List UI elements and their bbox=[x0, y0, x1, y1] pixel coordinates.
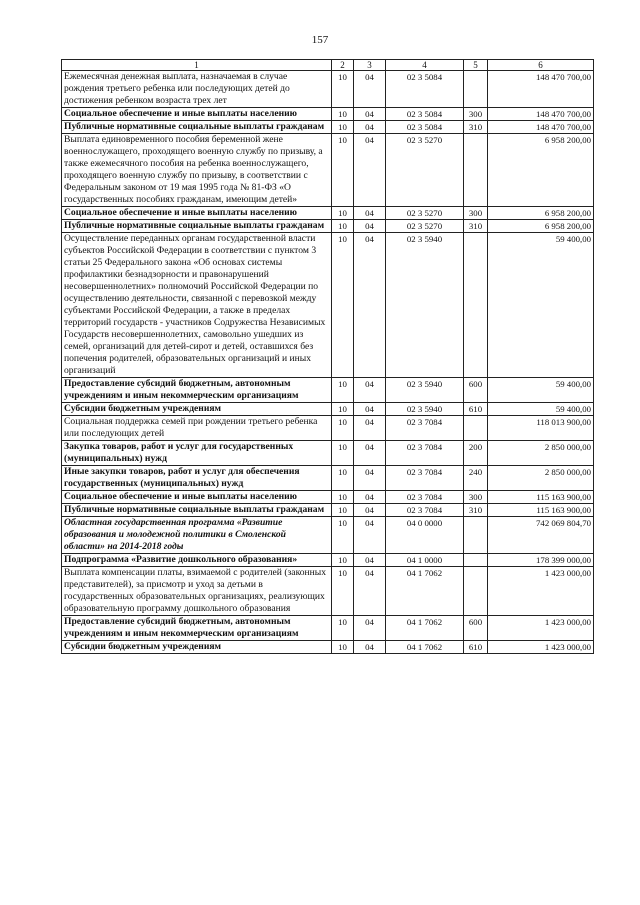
row-description: Социальное обеспечение и иные выплаты населению bbox=[62, 207, 332, 220]
target-article-code: 04 1 7062 bbox=[386, 567, 464, 616]
amount: 2 850 000,00 bbox=[488, 441, 594, 466]
expense-type-code bbox=[464, 517, 488, 554]
row-description: Выплата единовременного пособия беременной жене военнослужащего, проходящего военную службу по призыву, а также ежемесячного пособия на ребенка военнослужащего, проходящего военную службу по призыву, в соответствии с Федеральным законом от 19 мая 1995 года № 81-ФЗ «О государственных пособиях гражданам, имеющим детей» bbox=[62, 134, 332, 207]
subsection-code: 04 bbox=[354, 378, 386, 403]
section-code: 10 bbox=[332, 416, 354, 441]
amount: 178 399 000,00 bbox=[488, 554, 594, 567]
expense-type-code bbox=[464, 233, 488, 378]
target-article-code: 04 0 0000 bbox=[386, 517, 464, 554]
expense-type-code bbox=[464, 416, 488, 441]
section-code: 10 bbox=[332, 220, 354, 233]
row-description: Публичные нормативные социальные выплаты гражданам bbox=[62, 121, 332, 134]
table-row bbox=[62, 71, 594, 108]
target-article-code: 04 1 7062 bbox=[386, 616, 464, 641]
amount: 6 958 200,00 bbox=[488, 134, 594, 207]
subsection-code: 04 bbox=[354, 134, 386, 207]
target-article-code: 02 3 5270 bbox=[386, 207, 464, 220]
table-row bbox=[62, 416, 594, 441]
table-row bbox=[62, 134, 594, 207]
target-article-code: 02 3 5084 bbox=[386, 121, 464, 134]
amount: 1 423 000,00 bbox=[488, 567, 594, 616]
amount: 59 400,00 bbox=[488, 403, 594, 416]
table-row bbox=[62, 616, 594, 641]
section-code: 10 bbox=[332, 71, 354, 108]
section-code: 10 bbox=[332, 641, 354, 654]
expense-type-code: 600 bbox=[464, 616, 488, 641]
expense-type-code bbox=[464, 71, 488, 108]
target-article-code: 02 3 7084 bbox=[386, 441, 464, 466]
header-cell: 3 bbox=[354, 60, 386, 71]
section-code: 10 bbox=[332, 233, 354, 378]
row-description: Осуществление переданных органам государственной власти субъектов Российской Федерации в соответствии с пунктом 3 статьи 25 Федерального закона «Об основах системы профилактики безнадзорности и правонарушений несовершеннолетних» полномочий Российской Федерации по осуществлению деятельности, связанной с перевозкой между субъектами Российской Федерации, а также в пределах территорий государств - участников Содружества Независимых Государств несовершеннолетних, самовольно ушедших из семей, организаций для детей-сирот и детей, оставшихся без попечения родителей, образовательных организаций и иных организаций bbox=[62, 233, 332, 378]
table-row bbox=[62, 466, 594, 491]
expense-type-code bbox=[464, 567, 488, 616]
subsection-code: 04 bbox=[354, 71, 386, 108]
expense-type-code: 300 bbox=[464, 491, 488, 504]
amount: 59 400,00 bbox=[488, 233, 594, 378]
amount: 6 958 200,00 bbox=[488, 207, 594, 220]
subsection-code: 04 bbox=[354, 233, 386, 378]
section-code: 10 bbox=[332, 134, 354, 207]
subsection-code: 04 bbox=[354, 466, 386, 491]
table-row bbox=[62, 108, 594, 121]
subsection-code: 04 bbox=[354, 554, 386, 567]
subsection-code: 04 bbox=[354, 616, 386, 641]
subsection-code: 04 bbox=[354, 121, 386, 134]
subsection-code: 04 bbox=[354, 403, 386, 416]
target-article-code: 02 3 7084 bbox=[386, 491, 464, 504]
table-row bbox=[62, 641, 594, 654]
row-description: Социальное обеспечение и иные выплаты населению bbox=[62, 108, 332, 121]
expense-type-code: 600 bbox=[464, 378, 488, 403]
subsection-code: 04 bbox=[354, 220, 386, 233]
amount: 115 163 900,00 bbox=[488, 504, 594, 517]
amount: 1 423 000,00 bbox=[488, 641, 594, 654]
header-cell: 4 bbox=[386, 60, 464, 71]
section-code: 10 bbox=[332, 504, 354, 517]
row-description: Предоставление субсидий бюджетным, автономным учреждениям и иным некоммерческим организациям bbox=[62, 616, 332, 641]
table-row bbox=[62, 567, 594, 616]
row-description: Областная государственная программа «Развитие образования и молодежной политики в Смоленской области» на 2014-2018 годы bbox=[62, 517, 332, 554]
expense-type-code: 310 bbox=[464, 504, 488, 517]
row-description: Публичные нормативные социальные выплаты гражданам bbox=[62, 504, 332, 517]
row-description: Подпрограмма «Развитие дошкольного образования» bbox=[62, 554, 332, 567]
target-article-code: 02 3 5270 bbox=[386, 220, 464, 233]
subsection-code: 04 bbox=[354, 441, 386, 466]
header-cell: 2 bbox=[332, 60, 354, 71]
header-cell: 5 bbox=[464, 60, 488, 71]
table-row bbox=[62, 220, 594, 233]
row-description: Субсидии бюджетным учреждениям bbox=[62, 641, 332, 654]
amount: 148 470 700,00 bbox=[488, 71, 594, 108]
row-description: Иные закупки товаров, работ и услуг для обеспечения государственных (муниципальных) нужд bbox=[62, 466, 332, 491]
amount: 1 423 000,00 bbox=[488, 616, 594, 641]
expense-type-code: 300 bbox=[464, 207, 488, 220]
page-number: 157 bbox=[311, 34, 329, 46]
row-description: Закупка товаров, работ и услуг для государственных (муниципальных) нужд bbox=[62, 441, 332, 466]
section-code: 10 bbox=[332, 616, 354, 641]
table-row bbox=[62, 207, 594, 220]
expense-type-code: 310 bbox=[464, 220, 488, 233]
section-code: 10 bbox=[332, 491, 354, 504]
subsection-code: 04 bbox=[354, 567, 386, 616]
section-code: 10 bbox=[332, 378, 354, 403]
table-row bbox=[62, 504, 594, 517]
amount: 148 470 700,00 bbox=[488, 121, 594, 134]
subsection-code: 04 bbox=[354, 641, 386, 654]
row-description: Социальное обеспечение и иные выплаты населению bbox=[62, 491, 332, 504]
expense-type-code: 610 bbox=[464, 641, 488, 654]
section-code: 10 bbox=[332, 567, 354, 616]
expense-type-code: 310 bbox=[464, 121, 488, 134]
row-description: Социальная поддержка семей при рождении третьего ребенка или последующих детей bbox=[62, 416, 332, 441]
amount: 6 958 200,00 bbox=[488, 220, 594, 233]
subsection-code: 04 bbox=[354, 517, 386, 554]
header-cell: 6 bbox=[488, 60, 594, 71]
amount: 115 163 900,00 bbox=[488, 491, 594, 504]
section-code: 10 bbox=[332, 466, 354, 491]
table-row bbox=[62, 517, 594, 554]
target-article-code: 02 3 5084 bbox=[386, 108, 464, 121]
row-description: Выплата компенсации платы, взимаемой с родителей (законных представителей), за присмотр и уход за детьми в государственных образовательных организациях, реализующих образовательную программу дошкольного образования bbox=[62, 567, 332, 616]
section-code: 10 bbox=[332, 517, 354, 554]
target-article-code: 04 1 0000 bbox=[386, 554, 464, 567]
amount: 2 850 000,00 bbox=[488, 466, 594, 491]
header-cell: 1 bbox=[62, 60, 332, 71]
table-row bbox=[62, 121, 594, 134]
expense-type-code: 610 bbox=[464, 403, 488, 416]
table-row bbox=[62, 233, 594, 378]
table-row bbox=[62, 403, 594, 416]
subsection-code: 04 bbox=[354, 504, 386, 517]
target-article-code: 02 3 5940 bbox=[386, 233, 464, 378]
expense-type-code bbox=[464, 554, 488, 567]
amount: 59 400,00 bbox=[488, 378, 594, 403]
budget-table bbox=[61, 59, 594, 654]
expense-type-code: 300 bbox=[464, 108, 488, 121]
table-row bbox=[62, 378, 594, 403]
section-code: 10 bbox=[332, 108, 354, 121]
section-code: 10 bbox=[332, 554, 354, 567]
expense-type-code bbox=[464, 134, 488, 207]
target-article-code: 04 1 7062 bbox=[386, 641, 464, 654]
section-code: 10 bbox=[332, 441, 354, 466]
subsection-code: 04 bbox=[354, 108, 386, 121]
table-row bbox=[62, 554, 594, 567]
target-article-code: 02 3 5940 bbox=[386, 378, 464, 403]
row-description: Субсидии бюджетным учреждениям bbox=[62, 403, 332, 416]
target-article-code: 02 3 5940 bbox=[386, 403, 464, 416]
amount: 742 069 804,70 bbox=[488, 517, 594, 554]
amount: 148 470 700,00 bbox=[488, 108, 594, 121]
row-description: Предоставление субсидий бюджетным, автономным учреждениям и иным некоммерческим организациям bbox=[62, 378, 332, 403]
subsection-code: 04 bbox=[354, 491, 386, 504]
target-article-code: 02 3 7084 bbox=[386, 416, 464, 441]
section-code: 10 bbox=[332, 207, 354, 220]
section-code: 10 bbox=[332, 121, 354, 134]
section-code: 10 bbox=[332, 403, 354, 416]
header-row bbox=[62, 60, 594, 71]
expense-type-code: 240 bbox=[464, 466, 488, 491]
subsection-code: 04 bbox=[354, 207, 386, 220]
target-article-code: 02 3 7084 bbox=[386, 504, 464, 517]
target-article-code: 02 3 7084 bbox=[386, 466, 464, 491]
expense-type-code: 200 bbox=[464, 441, 488, 466]
table-row bbox=[62, 441, 594, 466]
amount: 118 013 900,00 bbox=[488, 416, 594, 441]
table-row bbox=[62, 491, 594, 504]
row-description: Публичные нормативные социальные выплаты гражданам bbox=[62, 220, 332, 233]
target-article-code: 02 3 5084 bbox=[386, 71, 464, 108]
subsection-code: 04 bbox=[354, 416, 386, 441]
row-description: Ежемесячная денежная выплата, назначаемая в случае рождения третьего ребенка или последующих детей до достижения ребенком возраста трех лет bbox=[62, 71, 332, 108]
target-article-code: 02 3 5270 bbox=[386, 134, 464, 207]
